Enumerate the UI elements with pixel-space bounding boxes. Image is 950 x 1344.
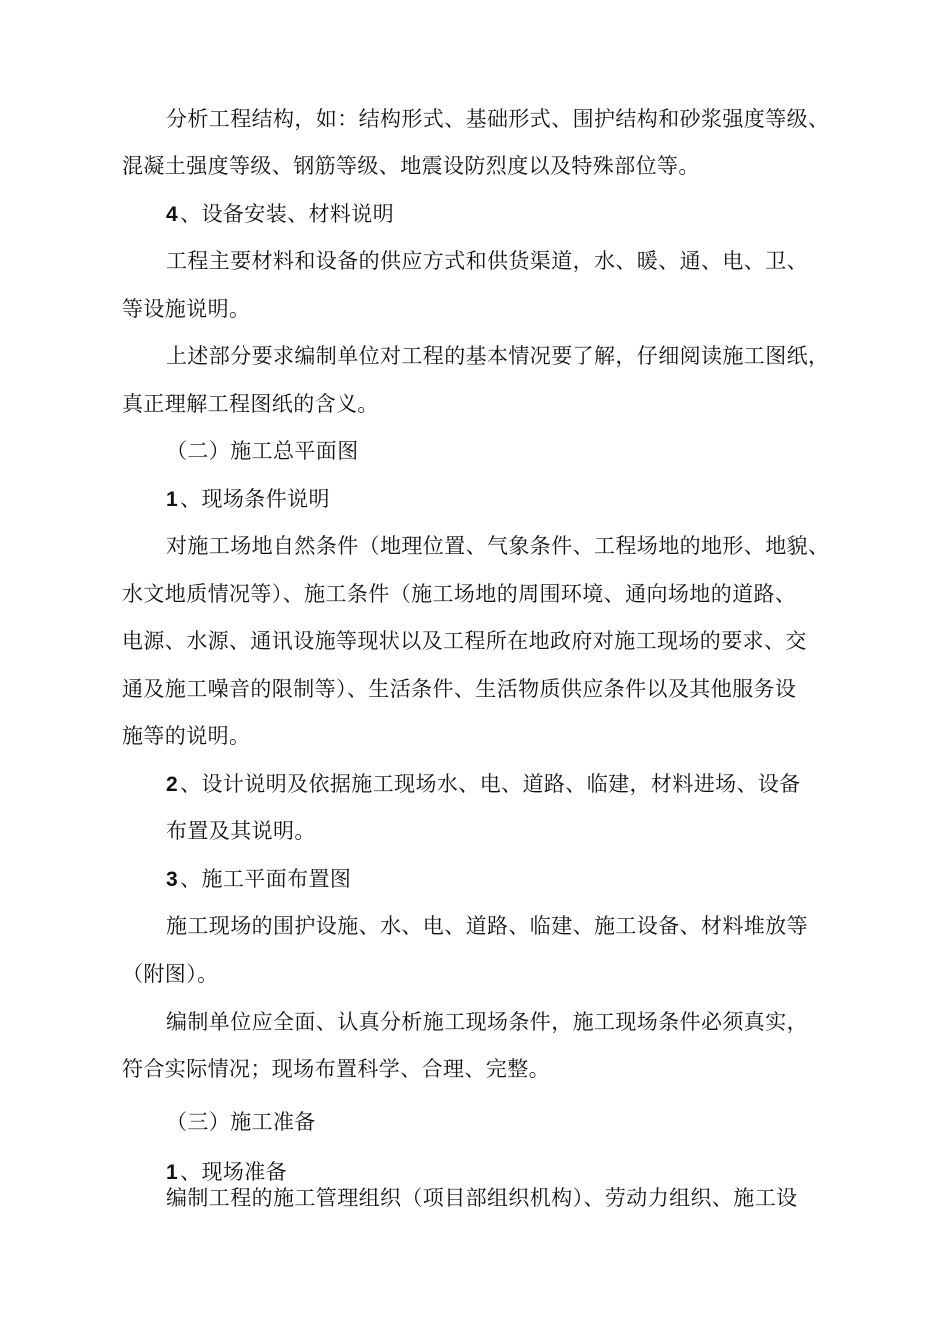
- section-heading-text: 、设计说明及依据施工现场水、电、道路、临建，材料进场、设备: [180, 772, 801, 796]
- paragraph-line: 上述部分要求编制单位对工程的基本情况要了解，仔细阅读施工图纸，: [166, 344, 830, 368]
- paragraph-line: 编制单位应全面、认真分析施工现场条件，施工现场条件必须真实，: [166, 1010, 808, 1034]
- section-heading-1: [166, 484, 330, 515]
- paragraph-line: 符合实际情况；现场布置科学、合理、完整。: [122, 1057, 550, 1081]
- section-heading-text: 、设备安装、材料说明: [180, 202, 395, 226]
- chapter-heading-3: （三）施工准备: [166, 1110, 316, 1134]
- paragraph-line: 通及施工噪音的限制等）、生活条件、生活物质供应条件以及其他服务设: [122, 677, 797, 701]
- section-heading-text: 、现场条件说明: [180, 487, 330, 511]
- section-number: 2: [166, 773, 179, 796]
- paragraph-line: 分析工程结构，如：结构形式、基础形式、围护结构和砂浆强度等级、: [166, 107, 830, 131]
- section-number: 1: [166, 1161, 179, 1184]
- paragraph-line: 对施工场地自然条件（地理位置、气象条件、工程场地的地形、地貌、: [166, 534, 830, 558]
- section-heading-continuation: 布置及其说明。: [166, 819, 316, 843]
- section-number: 1: [166, 488, 179, 511]
- section-number: 3: [166, 868, 179, 891]
- paragraph-line: 编制工程的施工管理组织（项目部组织机构）、劳动力组织、施工设: [166, 1186, 798, 1210]
- section-heading-text: 、施工平面布置图: [180, 867, 352, 891]
- paragraph-line: 水文地质情况等）、施工条件（施工场地的周围环境、通向场地的道路、: [122, 582, 797, 606]
- paragraph-line: 工程主要材料和设备的供应方式和供货渠道，水、暖、通、电、卫、: [166, 249, 808, 273]
- paragraph-line: 施工现场的围护设施、水、电、道路、临建、施工设备、材料堆放等: [166, 914, 808, 938]
- section-heading-3: [166, 864, 351, 895]
- paragraph-line: 真正理解工程图纸的含义。: [122, 392, 379, 416]
- section-number: 4: [166, 203, 179, 226]
- chapter-heading-2: （二）施工总平面图: [166, 439, 359, 463]
- paragraph-line: 施等的说明。: [122, 724, 251, 748]
- section-heading-4: [166, 199, 394, 230]
- section-heading-2: [166, 769, 801, 800]
- paragraph-line: 电源、水源、通讯设施等现状以及工程所在地政府对施工现场的要求、交: [122, 629, 807, 653]
- section-heading-text: 、现场准备: [180, 1160, 288, 1184]
- paragraph-line: 等设施说明。: [122, 297, 251, 321]
- paragraph-line: 混凝土强度等级、钢筋等级、地震设防烈度以及特殊部位等。: [122, 154, 700, 178]
- paragraph-line: （附图）。: [122, 962, 219, 986]
